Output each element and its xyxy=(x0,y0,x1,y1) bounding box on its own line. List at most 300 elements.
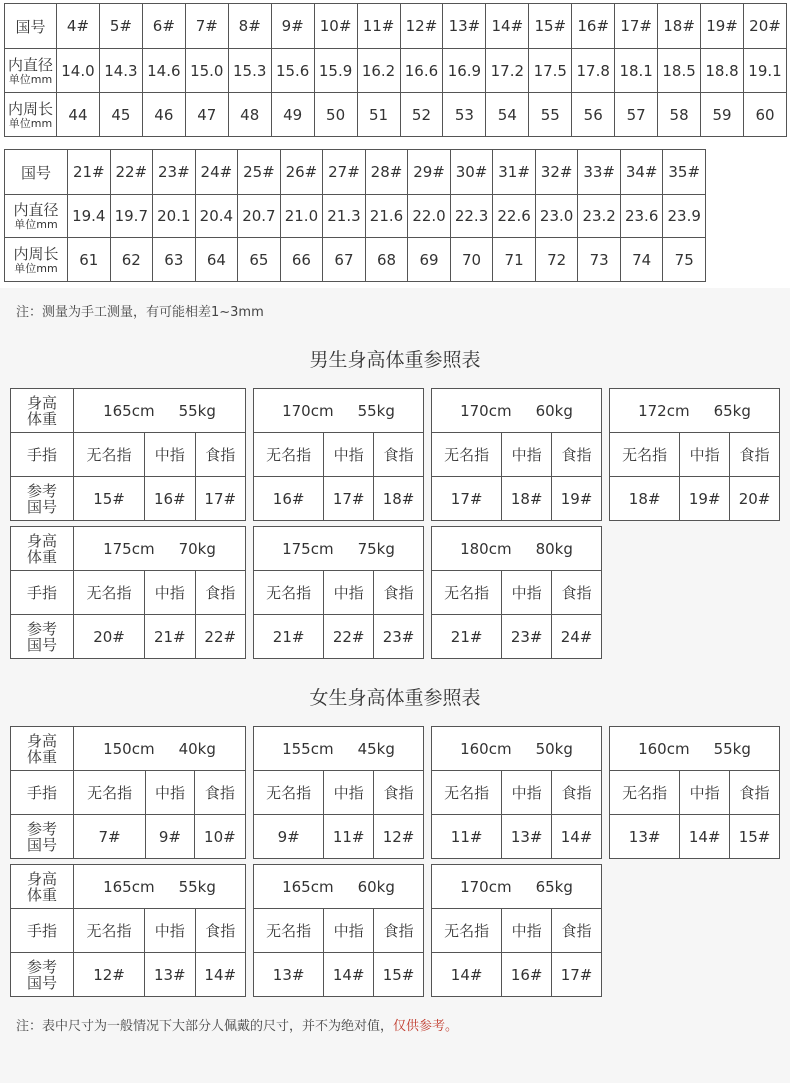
diameter-row xyxy=(5,195,706,238)
weight-value: 80kg xyxy=(535,539,573,558)
height-value: 170cm xyxy=(460,401,512,420)
circ-cell: 69 xyxy=(408,238,451,282)
diameter-cell: 14.3 xyxy=(99,49,142,93)
diameter-cell: 19.4 xyxy=(68,195,111,238)
ref-size-row xyxy=(11,953,246,997)
diameter-cell: 22.6 xyxy=(493,195,536,238)
circ-cell: 51 xyxy=(357,93,400,137)
hw-row xyxy=(610,389,780,433)
ref-size-cell: 15# xyxy=(730,815,780,859)
ref-size-label xyxy=(11,615,74,659)
diameter-cell: 17.2 xyxy=(486,49,529,93)
middle-finger-label: 中指 xyxy=(502,571,552,615)
size-table-1 xyxy=(4,3,787,137)
finger-row xyxy=(11,771,246,815)
ring-finger-label: 无名指 xyxy=(610,433,680,477)
finger-row xyxy=(254,909,424,953)
reference-card xyxy=(10,864,246,997)
diameter-cell: 23.6 xyxy=(620,195,663,238)
reference-card xyxy=(431,726,602,859)
height-value: 172cm xyxy=(638,401,690,420)
diameter-row xyxy=(5,49,787,93)
ring-finger-label: 无名指 xyxy=(254,571,324,615)
height-weight-cell xyxy=(254,527,424,571)
height-value: 170cm xyxy=(282,401,334,420)
reference-card xyxy=(609,726,780,859)
index-finger-label: 食指 xyxy=(195,909,245,953)
middle-finger-label: 中指 xyxy=(324,433,374,477)
ring-finger-label: 无名指 xyxy=(74,433,145,477)
circ-cell: 59 xyxy=(701,93,744,137)
circ-label: 内周长 xyxy=(13,244,59,263)
diameter-cell: 22.0 xyxy=(408,195,451,238)
ring-finger-label: 无名指 xyxy=(74,771,146,815)
circ-cell: 74 xyxy=(620,238,663,282)
index-finger-label: 食指 xyxy=(374,771,424,815)
ref-size-cell: 14# xyxy=(324,953,374,997)
circ-cell: 56 xyxy=(572,93,615,137)
ref-size-cell: 14# xyxy=(680,815,730,859)
size-cell: 34# xyxy=(620,150,663,195)
diameter-cell: 17.8 xyxy=(572,49,615,93)
ref-size-cell: 18# xyxy=(502,477,552,521)
finger-row xyxy=(254,571,424,615)
size-cell: 12# xyxy=(400,4,443,49)
ref-size-cell: 15# xyxy=(374,953,424,997)
height-weight-cell xyxy=(610,727,780,771)
hw-label xyxy=(11,865,74,909)
ref-size-cell: 11# xyxy=(324,815,374,859)
circ-cell: 47 xyxy=(185,93,228,137)
hw-row xyxy=(254,389,424,433)
ref-size-cell: 21# xyxy=(254,615,324,659)
ref-size-label xyxy=(11,477,74,521)
ref-size-cell: 17# xyxy=(552,953,602,997)
ref-size-row xyxy=(432,615,602,659)
diameter-cell: 16.2 xyxy=(357,49,400,93)
male-section-title: 男生身高体重参照表 xyxy=(309,349,481,371)
ring-finger-label: 无名指 xyxy=(610,771,680,815)
circ-cell: 58 xyxy=(658,93,701,137)
ref-size-row xyxy=(254,953,424,997)
ref-size-cell: 10# xyxy=(194,815,245,859)
ref-size-cell: 17# xyxy=(432,477,502,521)
ref-size-cell: 19# xyxy=(680,477,730,521)
circ-cell: 57 xyxy=(615,93,658,137)
circ-label-cell xyxy=(5,93,57,137)
hw-row xyxy=(11,727,246,771)
finger-row xyxy=(432,571,602,615)
circ-cell: 66 xyxy=(280,238,323,282)
finger-label: 手指 xyxy=(11,571,74,615)
hw-row xyxy=(11,389,246,433)
weight-value: 65kg xyxy=(713,401,751,420)
circ-cell: 65 xyxy=(238,238,281,282)
size-cell: 19# xyxy=(701,4,744,49)
diameter-cell: 15.9 xyxy=(314,49,357,93)
ref-label-line2: 国号 xyxy=(26,497,57,516)
diameter-cell: 20.1 xyxy=(153,195,196,238)
finger-row xyxy=(254,771,424,815)
height-value: 155cm xyxy=(282,739,334,758)
hw-label-line2: 体重 xyxy=(26,885,57,904)
ref-size-cell: 14# xyxy=(195,953,245,997)
hw-row xyxy=(254,527,424,571)
middle-finger-label: 中指 xyxy=(502,909,552,953)
hw-label-line1: 身高 xyxy=(26,869,57,888)
diameter-cell: 15.3 xyxy=(228,49,271,93)
ref-size-cell: 18# xyxy=(374,477,424,521)
diameter-cell: 21.3 xyxy=(323,195,366,238)
index-finger-label: 食指 xyxy=(552,433,602,477)
ring-finger-label: 无名指 xyxy=(254,909,324,953)
ring-finger-label: 无名指 xyxy=(74,571,145,615)
weight-value: 40kg xyxy=(178,739,216,758)
size-cell: 14# xyxy=(486,4,529,49)
ring-finger-label: 无名指 xyxy=(432,771,502,815)
diameter-label: 内直径 xyxy=(7,55,53,74)
finger-label: 手指 xyxy=(11,909,74,953)
ref-size-row xyxy=(254,815,424,859)
middle-finger-label: 中指 xyxy=(324,571,374,615)
height-value: 150cm xyxy=(103,739,155,758)
ring-finger-label: 无名指 xyxy=(254,433,324,477)
ref-size-cell: 16# xyxy=(145,477,195,521)
height-weight-cell xyxy=(74,527,246,571)
index-finger-label: 食指 xyxy=(374,571,424,615)
ref-label-line1: 参考 xyxy=(26,957,57,976)
hw-row xyxy=(610,727,780,771)
hw-label-line1: 身高 xyxy=(26,393,57,412)
disclaimer-text: 注：表中尺寸为一般情况下大部分人佩戴的尺寸，并不为绝对值， xyxy=(16,1019,394,1034)
diameter-unit: 单位mm xyxy=(14,218,58,231)
height-value: 170cm xyxy=(460,877,512,896)
diameter-cell: 14.6 xyxy=(142,49,185,93)
diameter-cell: 16.6 xyxy=(400,49,443,93)
circ-cell: 52 xyxy=(400,93,443,137)
circ-cell: 46 xyxy=(142,93,185,137)
circ-cell: 48 xyxy=(228,93,271,137)
size-cell: 20# xyxy=(744,4,787,49)
ref-size-cell: 13# xyxy=(145,953,195,997)
circ-cell: 71 xyxy=(493,238,536,282)
ref-size-cell: 19# xyxy=(552,477,602,521)
diameter-cell: 18.8 xyxy=(701,49,744,93)
ring-finger-label: 无名指 xyxy=(432,571,502,615)
circ-cell: 62 xyxy=(110,238,153,282)
ref-size-cell: 9# xyxy=(146,815,195,859)
finger-row xyxy=(610,433,780,477)
hw-label xyxy=(11,527,74,571)
ref-size-cell: 18# xyxy=(610,477,680,521)
ref-size-row xyxy=(11,477,246,521)
middle-finger-label: 中指 xyxy=(145,909,195,953)
diameter-cell: 22.3 xyxy=(450,195,493,238)
size-cell: 13# xyxy=(443,4,486,49)
size-header-label: 国号 xyxy=(5,150,68,195)
circ-cell: 68 xyxy=(365,238,408,282)
ref-size-cell: 13# xyxy=(610,815,680,859)
index-finger-label: 食指 xyxy=(374,433,424,477)
circ-cell: 45 xyxy=(99,93,142,137)
measurement-note: 注：测量为手工测量，有可能相差1~3mm xyxy=(16,305,264,320)
height-weight-cell xyxy=(432,727,602,771)
reference-card xyxy=(10,526,246,659)
reference-card xyxy=(431,388,602,521)
size-cell: 18# xyxy=(658,4,701,49)
ref-size-cell: 15# xyxy=(74,477,145,521)
diameter-cell: 21.0 xyxy=(280,195,323,238)
size-cell: 4# xyxy=(57,4,100,49)
circ-unit: 单位mm xyxy=(8,116,53,130)
diameter-cell: 20.4 xyxy=(195,195,238,238)
reference-card xyxy=(10,388,246,521)
size-cell: 25# xyxy=(238,150,281,195)
index-finger-label: 食指 xyxy=(194,771,245,815)
ref-size-cell: 13# xyxy=(254,953,324,997)
finger-row xyxy=(11,571,246,615)
ref-size-row xyxy=(254,615,424,659)
size-cell: 16# xyxy=(572,4,615,49)
disclaimer-note xyxy=(16,1015,458,1034)
diameter-label-cell xyxy=(5,49,57,93)
diameter-cell: 18.5 xyxy=(658,49,701,93)
ref-size-cell: 14# xyxy=(432,953,502,997)
ref-size-row xyxy=(432,477,602,521)
hw-label xyxy=(11,389,74,433)
circ-cell: 67 xyxy=(323,238,366,282)
height-value: 165cm xyxy=(103,401,155,420)
height-weight-cell xyxy=(254,389,424,433)
ref-size-label xyxy=(11,953,74,997)
circ-cell: 63 xyxy=(153,238,196,282)
size-cell: 30# xyxy=(450,150,493,195)
diameter-cell: 15.0 xyxy=(185,49,228,93)
height-weight-cell xyxy=(254,865,424,909)
middle-finger-label: 中指 xyxy=(680,771,730,815)
hw-row xyxy=(254,865,424,909)
circ-cell: 54 xyxy=(486,93,529,137)
size-cell: 17# xyxy=(615,4,658,49)
diameter-cell: 19.1 xyxy=(744,49,787,93)
diameter-cell: 20.7 xyxy=(238,195,281,238)
middle-finger-label: 中指 xyxy=(324,771,374,815)
ref-size-cell: 22# xyxy=(324,615,374,659)
circ-cell: 50 xyxy=(314,93,357,137)
circ-cell: 61 xyxy=(68,238,111,282)
height-weight-cell xyxy=(432,865,602,909)
height-weight-cell xyxy=(432,527,602,571)
ref-size-cell: 17# xyxy=(324,477,374,521)
hw-row xyxy=(11,865,246,909)
ref-label-line2: 国号 xyxy=(26,835,57,854)
ref-size-cell: 23# xyxy=(502,615,552,659)
circ-cell: 70 xyxy=(450,238,493,282)
finger-row xyxy=(11,909,246,953)
diameter-cell: 15.6 xyxy=(271,49,314,93)
middle-finger-label: 中指 xyxy=(145,571,195,615)
reference-card xyxy=(609,388,780,521)
reference-card xyxy=(253,526,424,659)
size-cell: 5# xyxy=(99,4,142,49)
ref-size-cell: 24# xyxy=(552,615,602,659)
finger-row xyxy=(432,909,602,953)
weight-value: 60kg xyxy=(357,877,395,896)
hw-row xyxy=(11,527,246,571)
finger-row xyxy=(432,433,602,477)
size-cell: 10# xyxy=(314,4,357,49)
height-value: 165cm xyxy=(282,877,334,896)
hw-label-line1: 身高 xyxy=(26,731,57,750)
size-cell: 33# xyxy=(578,150,621,195)
size-cell: 15# xyxy=(529,4,572,49)
weight-value: 55kg xyxy=(178,401,216,420)
height-value: 175cm xyxy=(282,539,334,558)
ref-size-cell: 23# xyxy=(374,615,424,659)
finger-row xyxy=(610,771,780,815)
ref-size-cell: 14# xyxy=(552,815,602,859)
circ-cell: 49 xyxy=(271,93,314,137)
female-section-title: 女生身高体重参照表 xyxy=(309,687,481,709)
hw-label-line2: 体重 xyxy=(26,409,57,428)
ref-size-row xyxy=(610,815,780,859)
finger-row xyxy=(432,771,602,815)
ref-size-cell: 16# xyxy=(254,477,324,521)
index-finger-label: 食指 xyxy=(730,771,780,815)
circ-label: 内周长 xyxy=(7,99,53,118)
height-value: 165cm xyxy=(103,877,155,896)
ref-size-row xyxy=(254,477,424,521)
circ-cell: 53 xyxy=(443,93,486,137)
ref-size-row xyxy=(11,815,246,859)
reference-card xyxy=(253,726,424,859)
circ-label-cell xyxy=(5,238,68,282)
ref-size-cell: 20# xyxy=(730,477,780,521)
ref-size-cell: 21# xyxy=(145,615,195,659)
circ-cell: 44 xyxy=(57,93,100,137)
size-cell: 22# xyxy=(110,150,153,195)
ref-label-line1: 参考 xyxy=(26,481,57,500)
weight-value: 55kg xyxy=(357,401,395,420)
size-cell: 26# xyxy=(280,150,323,195)
diameter-cell: 18.1 xyxy=(615,49,658,93)
height-value: 180cm xyxy=(460,539,512,558)
diameter-cell: 17.5 xyxy=(529,49,572,93)
height-weight-cell xyxy=(254,727,424,771)
finger-row xyxy=(254,433,424,477)
diameter-label-cell xyxy=(5,195,68,238)
circ-cell: 60 xyxy=(744,93,787,137)
reference-card xyxy=(253,388,424,521)
height-weight-cell xyxy=(74,865,246,909)
size-cell: 29# xyxy=(408,150,451,195)
ref-size-cell: 12# xyxy=(74,953,145,997)
height-weight-cell xyxy=(432,389,602,433)
diameter-cell: 23.2 xyxy=(578,195,621,238)
ref-size-row xyxy=(432,953,602,997)
weight-value: 75kg xyxy=(357,539,395,558)
disclaimer-highlight: 仅供参考。 xyxy=(393,1019,459,1034)
ring-finger-label: 无名指 xyxy=(432,909,502,953)
size-cell: 31# xyxy=(493,150,536,195)
size-header-label: 国号 xyxy=(5,4,57,49)
height-weight-cell xyxy=(610,389,780,433)
size-row xyxy=(5,150,706,195)
ref-label-line1: 参考 xyxy=(26,619,57,638)
hw-row xyxy=(254,727,424,771)
height-value: 160cm xyxy=(638,739,690,758)
middle-finger-label: 中指 xyxy=(145,433,195,477)
diameter-cell: 16.9 xyxy=(443,49,486,93)
circ-unit: 单位mm xyxy=(14,261,58,275)
ref-size-cell: 11# xyxy=(432,815,502,859)
ref-size-row xyxy=(432,815,602,859)
ref-size-cell: 21# xyxy=(432,615,502,659)
size-cell: 27# xyxy=(323,150,366,195)
reference-card xyxy=(431,526,602,659)
size-cell: 7# xyxy=(185,4,228,49)
height-weight-cell xyxy=(74,389,246,433)
size-cell: 32# xyxy=(535,150,578,195)
hw-label xyxy=(11,727,74,771)
weight-value: 45kg xyxy=(357,739,395,758)
hw-row xyxy=(432,727,602,771)
hw-row xyxy=(432,389,602,433)
circ-cell: 72 xyxy=(535,238,578,282)
middle-finger-label: 中指 xyxy=(324,909,374,953)
weight-value: 50kg xyxy=(535,739,573,758)
ref-size-cell: 16# xyxy=(502,953,552,997)
diameter-label: 内直径 xyxy=(13,201,59,219)
size-row xyxy=(5,4,787,49)
hw-label-line1: 身高 xyxy=(26,531,57,550)
reference-card xyxy=(253,864,424,997)
middle-finger-label: 中指 xyxy=(680,433,730,477)
size-cell: 6# xyxy=(142,4,185,49)
diameter-cell: 14.0 xyxy=(57,49,100,93)
height-value: 175cm xyxy=(103,539,155,558)
hw-row xyxy=(432,865,602,909)
circ-row xyxy=(5,93,787,137)
circ-row xyxy=(5,238,706,282)
circ-cell: 75 xyxy=(663,238,706,282)
ref-size-cell: 7# xyxy=(74,815,146,859)
size-cell: 28# xyxy=(365,150,408,195)
circ-cell: 64 xyxy=(195,238,238,282)
size-cell: 8# xyxy=(228,4,271,49)
weight-value: 55kg xyxy=(713,739,751,758)
ring-finger-label: 无名指 xyxy=(74,909,145,953)
reference-card xyxy=(10,726,246,859)
size-table-2 xyxy=(4,149,706,282)
index-finger-label: 食指 xyxy=(552,909,602,953)
ring-finger-label: 无名指 xyxy=(254,771,324,815)
height-weight-cell xyxy=(74,727,246,771)
ref-size-cell: 17# xyxy=(195,477,245,521)
finger-label: 手指 xyxy=(11,771,74,815)
middle-finger-label: 中指 xyxy=(502,771,552,815)
ref-size-cell: 9# xyxy=(254,815,324,859)
ring-finger-label: 无名指 xyxy=(432,433,502,477)
diameter-cell: 19.7 xyxy=(110,195,153,238)
size-cell: 11# xyxy=(357,4,400,49)
size-cell: 35# xyxy=(663,150,706,195)
ref-label-line1: 参考 xyxy=(26,819,57,838)
index-finger-label: 食指 xyxy=(552,771,602,815)
weight-value: 70kg xyxy=(178,539,216,558)
ref-size-cell: 12# xyxy=(374,815,424,859)
hw-label-line2: 体重 xyxy=(26,747,57,766)
